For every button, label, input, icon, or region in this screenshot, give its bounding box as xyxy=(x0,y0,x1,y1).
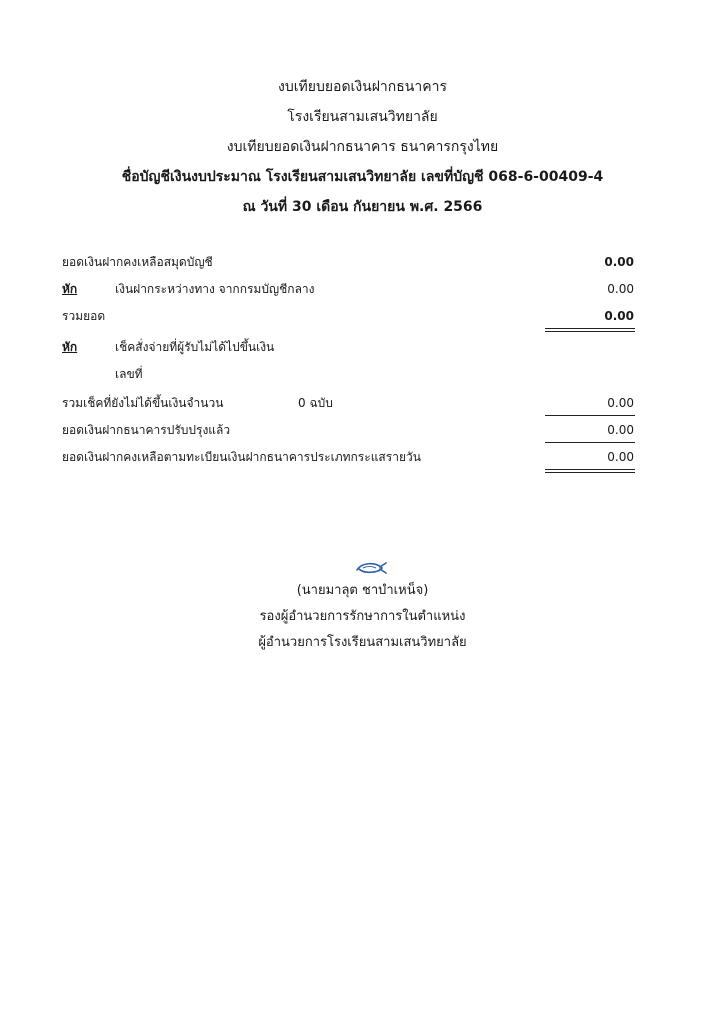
deduct-uncashed-row xyxy=(62,337,634,357)
daily-double-underline-top xyxy=(545,469,635,470)
daily-balance-label: ยอดเงินฝากคงเหลือตามทะเบียนเงินฝากธนาคารประเภทกระแสรายวัน xyxy=(62,450,421,464)
daily-balance-amount: 0.00 xyxy=(607,450,634,464)
signer-name: (นายมาลุต ชาบำเหน็จ) xyxy=(296,583,429,598)
signature-mark-icon xyxy=(354,558,388,578)
uncashed-underline xyxy=(545,415,635,416)
uncashed-count: 0 ฉบับ xyxy=(298,396,333,410)
uncashed-total-row xyxy=(62,393,634,413)
adjusted-balance-row xyxy=(62,420,634,440)
report-date: ณ วันที่ 30 เดือน กันยายน พ.ศ. 2566 xyxy=(242,199,483,215)
adjusted-balance-label: ยอดเงินฝากธนาคารปรับปรุงแล้ว xyxy=(62,423,231,437)
book-balance-label: ยอดเงินฝากคงเหลือสมุดบัญชี xyxy=(62,255,213,269)
signer-position-title: ผู้อำนวยการโรงเรียนสามเสนวิทยาลัย xyxy=(258,635,467,650)
total-row xyxy=(62,306,634,326)
deduct-label: หัก xyxy=(62,340,78,354)
signer-position-acting: รองผู้อำนวยการรักษาการในตำแหน่ง xyxy=(259,609,466,624)
book-balance-amount: 0.00 xyxy=(604,255,634,269)
total-label: รวมยอด xyxy=(62,309,106,323)
total-amount: 0.00 xyxy=(604,309,634,323)
deduct-in-transit-row xyxy=(62,279,634,299)
uncashed-total-label: รวมเช็คที่ยังไม่ได้ขึ้นเงินจำนวน xyxy=(62,396,224,410)
daily-balance-row xyxy=(62,447,634,467)
deduct-label: หัก xyxy=(62,282,78,296)
book-balance-row xyxy=(62,252,634,272)
total-double-underline-top xyxy=(545,328,635,329)
account-info: ชื่อบัญชีเงินงบประมาณ โรงเรียนสามเสนวิทยาลัย เลขที่บัญชี 068-6-00409-4 xyxy=(121,169,604,185)
daily-double-underline-bottom xyxy=(545,472,635,473)
adjusted-balance-amount: 0.00 xyxy=(607,423,634,437)
cheque-number-label: เลขที่ xyxy=(115,367,143,381)
uncashed-cheques-label: เช็คสั่งจ่ายที่ผู้รับไม่ได้ไปขึ้นเงิน xyxy=(115,340,275,354)
bank-statement-title: งบเทียบยอดเงินฝากธนาคาร ธนาคารกรุงไทย xyxy=(226,139,499,155)
signature-block xyxy=(0,578,725,656)
adjusted-underline xyxy=(545,442,635,443)
document-header xyxy=(0,72,725,222)
in-transit-label: เงินฝากระหว่างทาง จากกรมบัญชีกลาง xyxy=(115,282,315,296)
report-title: งบเทียบยอดเงินฝากธนาคาร xyxy=(278,79,447,95)
in-transit-amount: 0.00 xyxy=(607,282,634,296)
cheque-number-row xyxy=(62,364,634,384)
total-double-underline-bottom xyxy=(545,331,635,332)
uncashed-total-amount: 0.00 xyxy=(607,396,634,410)
school-name: โรงเรียนสามเสนวิทยาลัย xyxy=(287,109,438,125)
